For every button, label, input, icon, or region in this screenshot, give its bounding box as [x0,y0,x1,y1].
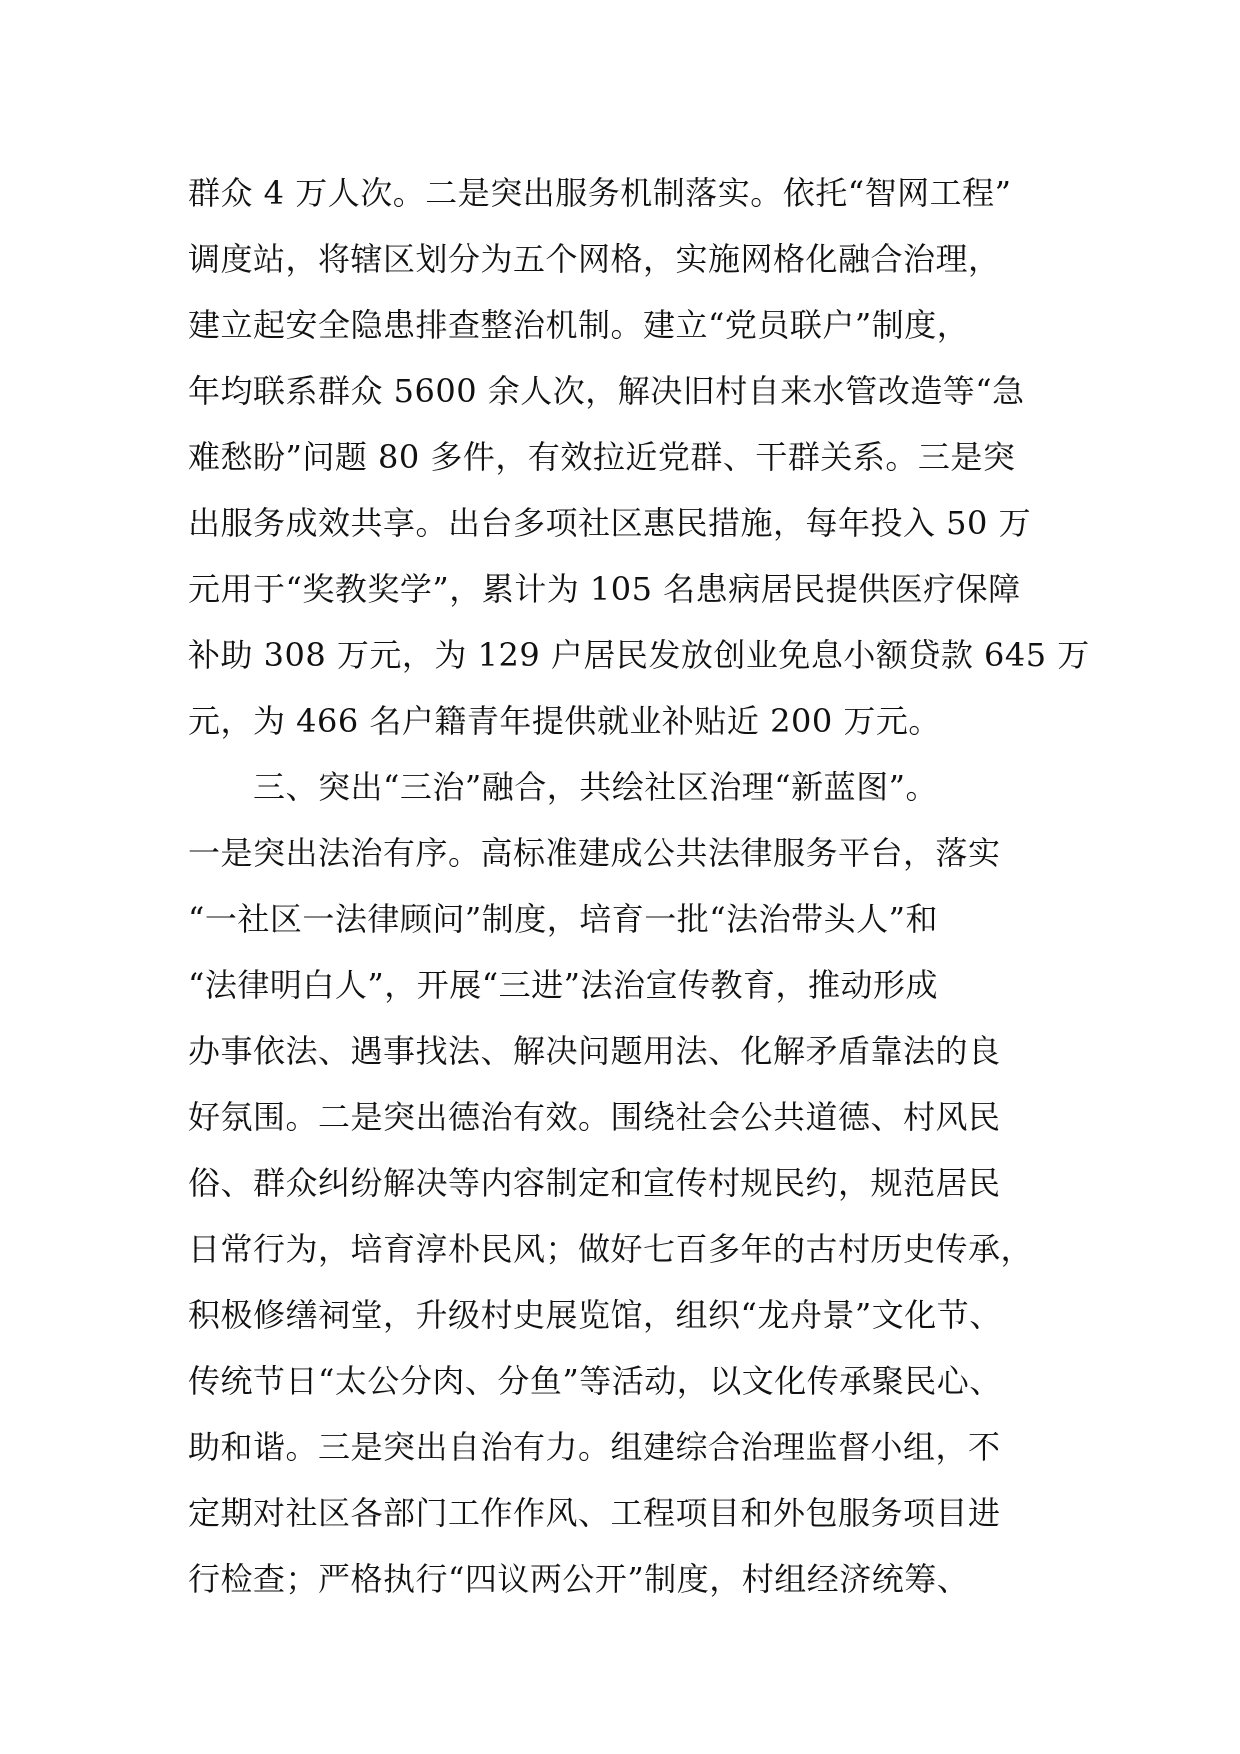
text-line: “一社区一法律顾问”制度，培育一批“法治带头人”和 [188,900,938,938]
text-line: 行检查；严格执行“四议两公开”制度，村组经济统筹、 [188,1560,970,1598]
text-line: “法律明白人”，开展“三进”法治宣传教育，推动形成 [188,966,938,1004]
text-line: 难愁盼”问题 80 多件，有效拉近党群、干群关系。三是突 [188,438,1016,476]
text-line: 日常行为，培育淳朴民风；做好七百多年的古村历史传承， [188,1230,1034,1268]
text-line: 俗、群众纠纷解决等内容制定和宣传村规民约，规范居民 [188,1164,1001,1202]
text-line: 积极修缮祠堂，升级村史展览馆，组织“龙舟景”文化节、 [188,1296,1002,1334]
text-line: 办事依法、遇事找法、解决问题用法、化解矛盾靠法的良 [188,1032,1001,1070]
text-line: 传统节日“太公分肉、分鱼”等活动，以文化传承聚民心、 [188,1362,1002,1400]
text-line: 年均联系群众 5600 余人次，解决旧村自来水管改造等“急 [188,372,1025,410]
text-line: 一是突出法治有序。高标准建成公共法律服务平台，落实 [188,834,1001,872]
text-line: 调度站，将辖区划分为五个网格，实施网格化融合治理， [188,240,1001,278]
text-line: 出服务成效共享。出台多项社区惠民措施，每年投入 50 万 [188,504,1032,542]
body-text [188,160,1088,1612]
text-line: 元用于“奖教奖学”，累计为 105 名患病居民提供医疗保障 [188,570,1021,608]
text-line: 定期对社区各部门工作作风、工程项目和外包服务项目进 [188,1494,1001,1532]
text-line: 元，为 466 名户籍青年提供就业补贴近 200 万元。 [188,702,941,740]
text-line: 助和谐。三是突出自治有力。组建综合治理监督小组，不 [188,1428,1001,1466]
text-line: 建立起安全隐患排查整治机制。建立“党员联户”制度， [188,306,970,344]
section-heading-line: 三、突出“三治”融合，共绘社区治理“新蓝图”。 [188,768,938,806]
text-line: 好氛围。二是突出德治有效。围绕社会公共道德、村风民 [188,1098,1001,1136]
text-line: 群众 4 万人次。二是突出服务机制落实。依托“智网工程” [188,174,1012,212]
text-line: 补助 308 万元，为 129 户居民发放创业免息小额贷款 645 万 [188,636,1090,674]
